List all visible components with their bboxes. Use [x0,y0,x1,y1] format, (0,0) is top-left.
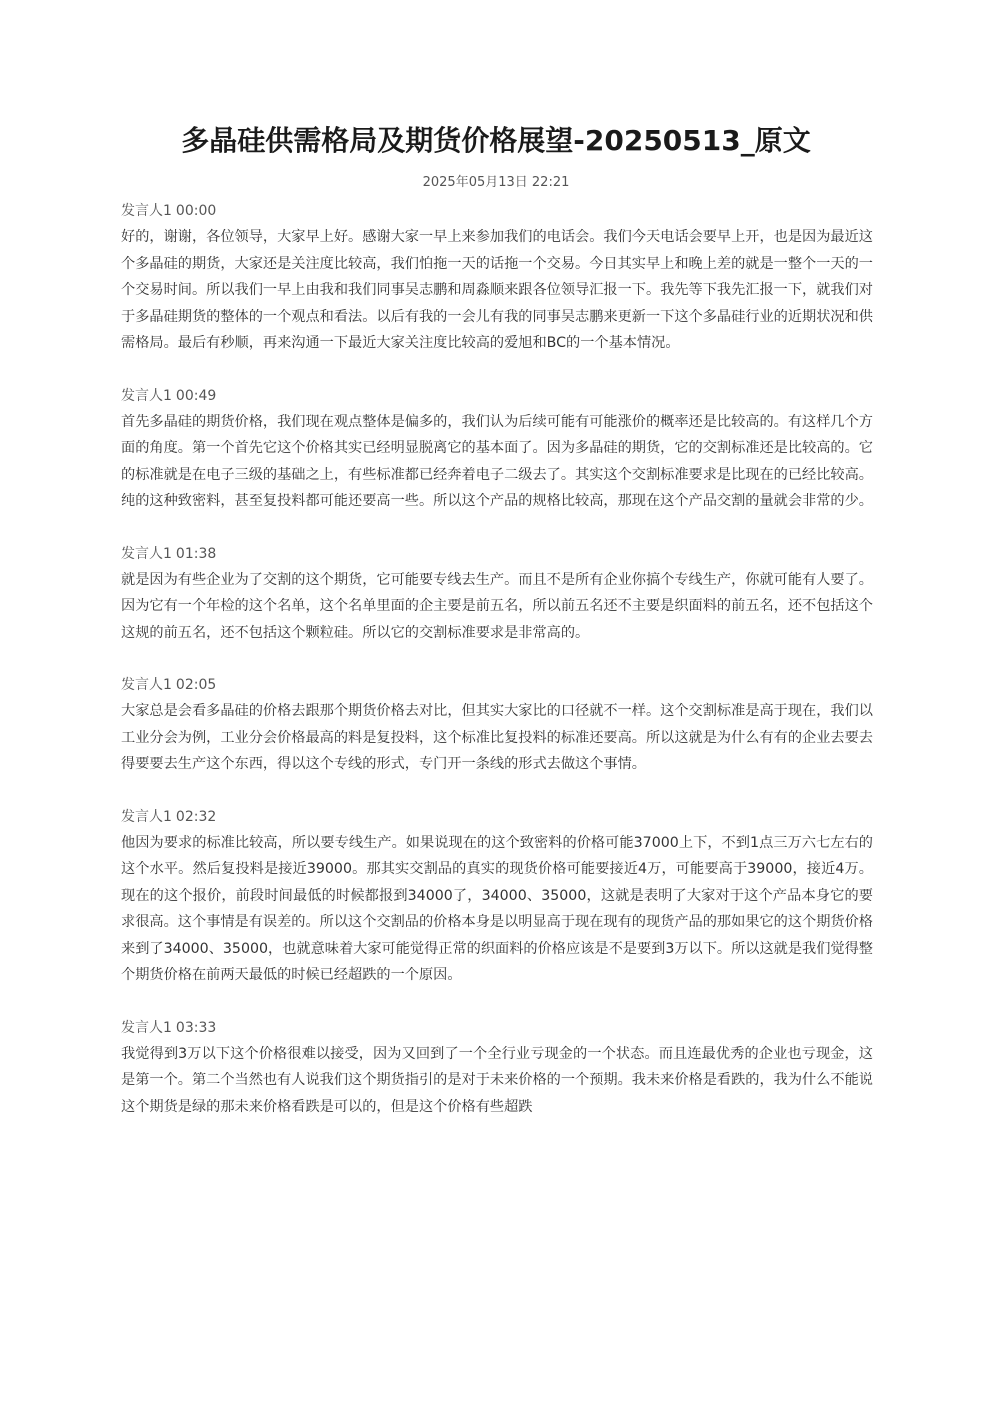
speaker-header [121,541,873,567]
document-datetime: 2025年05月13日 22:21 [422,175,570,190]
speaker-header [121,198,873,224]
timestamp: 00:49 [175,387,217,404]
transcript-segment [121,672,873,778]
speaker-header [121,672,873,698]
segment-text: 好的，谢谢，各位领导，大家早上好。感谢大家一早上来参加我们的电话会。我们今天电话会要早上开，也是因为最近这个多晶硅的期货，大家还是关注度比较高，我们怕拖一天的话拖一个交易。今日其实早上和晚上差的就是一整个一天的一个交易时间。所以我们一早上由我和我们同事吴志鹏和周淼顺来跟各位领导汇报一下。我先等下我先汇报一下，就我们对于多晶硅期货的整体的一个观点和看法。以后有我的一会儿有我的同事吴志鹏来更新一下这个多晶硅行业的近期状况和供需格局。最后有秒顺，再来沟通一下最近大家关注度比较高的爱旭和BC的一个基本情况。 [121,229,873,351]
segment-text: 我觉得到3万以下这个价格很难以接受，因为又回到了一个全行业亏现金的一个状态。而且连最优秀的企业也亏现金，这是第一个。第二个当然也有人说我们这个期货指引的是对于未来价格的一个预期。我未来价格是看跌的，我为什么不能说这个期货是绿的那未来价格看跌是可以的，但是这个价格有些超跌 [121,1045,873,1115]
speaker-name: 发言人1 [121,1019,172,1036]
segment-text: 大家总是会看多晶硅的价格去跟那个期货价格去对比，但其实大家比的口径就不一样。这个交割标准是高于现在，我们以工业分会为例，工业分会价格最高的料是复投料，这个标准比复投料的标准还要高。所以这就是为什么有有的企业去要去得要要去生产这个东西，得以这个专线的形式，专门开一条线的形式去做这个事情。 [121,703,873,772]
transcript-segment [121,804,873,989]
segment-text: 他因为要求的标准比较高，所以要专线生产。如果说现在的这个致密料的价格可能37000上下，不到1点三万六七左右的这个水平。然后复投料是接近39000。那其实交割品的真实的现货价格可能要接近4万，可能要高于39000，接近4万。现在的这个报价，前段时间最低的时候都报到34000了，34000、35000，这就是表明了大家对于这个产品本身它的要求很高。这个事情是有误差的。所以这个交割品的价格本身是以明显高于现在现有的现货产品的那如果它的这个期货价格来到了34000、35000，也就意味着大家可能觉得正常的织面料的价格应该是不是要到3万以下。所以这就是我们觉得整个期货价格在前两天最低的时候已经超跌的一个原因。 [121,834,873,983]
timestamp: 02:32 [175,808,217,825]
timestamp: 01:38 [175,545,217,562]
timestamp: 00:00 [175,203,217,219]
speaker-name: 发言人1 [121,808,172,825]
timestamp: 03:33 [175,1019,217,1036]
speaker-header [121,804,873,830]
speaker-name: 发言人1 [121,387,172,404]
transcript-segment [121,1015,873,1121]
transcript-segment [121,383,873,515]
transcript-segment [121,198,873,357]
transcript-body [121,198,873,1146]
transcript-segment [121,541,873,647]
document-title: 多晶硅供需格局及期货价格展望-20250513_原文 [181,124,811,157]
speaker-header [121,383,873,409]
segment-text: 就是因为有些企业为了交割的这个期货，它可能要专线去生产。而且不是所有企业你搞个专线生产，你就可能有人要了。因为它有一个年检的这个名单，这个名单里面的企主要是前五名，所以前五名还不主要是织面料的前五名，还不包括这个这规的前五名，还不包括这个颗粒硅。所以它的交割标准要求是非常高的。 [121,571,873,641]
speaker-header [121,1015,873,1041]
timestamp: 02:05 [175,677,217,693]
speaker-name: 发言人1 [121,203,172,219]
segment-text: 首先多晶硅的期货价格，我们现在观点整体是偏多的，我们认为后续可能有可能涨价的概率还是比较高的。有这样几个方面的角度。第一个首先它这个价格其实已经明显脱离它的基本面了。因为多晶硅的期货，它的交割标准还是比较高的。它的标准就是在电子三级的基础之上，有些标准都已经奔着电子二级去了。其实这个交割标准要求是比现在的已经比较高。纯的这种致密料，甚至复投料都可能还要高一些。所以这个产品的规格比较高，那现在这个产品交割的量就会非常的少。 [121,413,873,509]
speaker-name: 发言人1 [121,545,172,562]
speaker-name: 发言人1 [121,677,172,693]
